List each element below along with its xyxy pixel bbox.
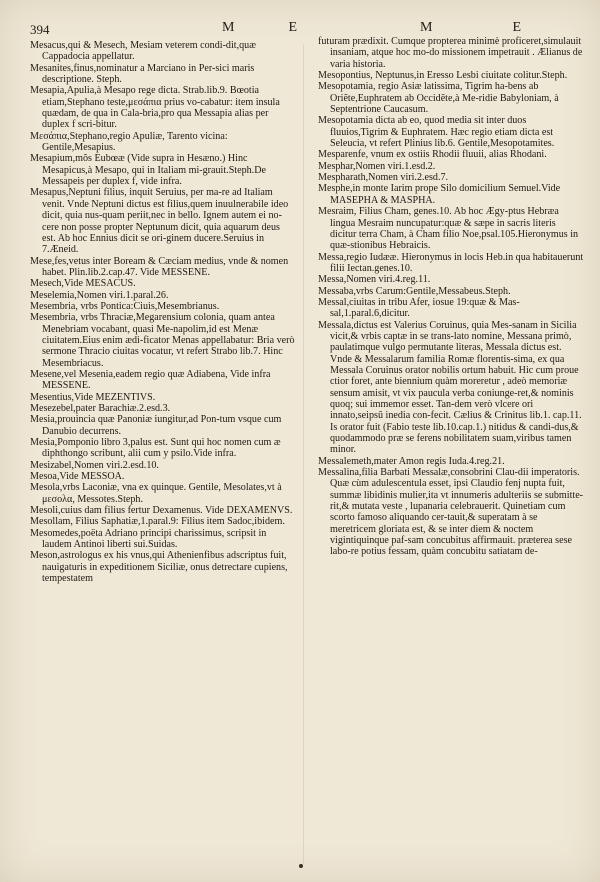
- dictionary-entry: Mesomedes,poëta Adriano principi charissimus, scripsit in laudem Antinoi liberti sui.Suidas.: [30, 527, 267, 551]
- dictionary-column-left: [30, 40, 296, 585]
- dictionary-entry: Mesech,Vide MESACUS.: [30, 278, 136, 290]
- dictionary-entry: Mesapium,mõs Eubœæ (Vide supra in Hesæno.) Hinc Mesapicus,à Mesapo, qui in Italiam mi-grauit.Steph.De Messapeis per duplex f, vide infra.: [30, 153, 266, 188]
- dictionary-entry: Mesollam, Filius Saphatiæ,1.paral.9: Filius item Sadoc,ibidem.: [30, 516, 285, 528]
- dictionary-entry: Mesizabel,Nomen viri.2.esd.10.: [30, 459, 159, 471]
- dictionary-entry: Mesezebel,pater Barachiæ.2.esd.3.: [30, 403, 171, 414]
- dictionary-entry: Meselemia,Nomen viri.1.paral.26.: [30, 289, 169, 301]
- dictionary-entry: Messalina,filia Barbati Messalæ,consobrini Clau-dii imperatoris. Quæ cùm adulescentula esset, ipsi Claudio fenj nupta fuit, summæ libidinis mulier,ita vt innumeris adulteriis se submitte-rit,& mutata veste , lupanaria celebrauerit. Quinetiam cum scorto famoso aliquando cer-tauit,& superatam à se meretricem gloriata est, & se inter diem & noctem vigintiquinque paf-sam concubitus affirmauit. præterea sese labo-re potius fessam, quàm concubitu satiatam de-: [318, 467, 584, 558]
- dictionary-entry: Mesparenfe, vnum ex ostiis Rhodii fluuii, alias Rhodani.: [318, 149, 547, 161]
- dictionary-entry: Mesoa,Vide MESSOA.: [30, 471, 125, 483]
- dictionary-entry: Messal,ciuitas in tribu Afer, iosue 19:quæ & Mas-sal,1.paral.6,dicitur.: [318, 296, 520, 320]
- dictionary-entry: Messaba,vrbs Carum:Gentile,Messabeus.Steph.: [318, 285, 511, 297]
- running-header-right: [420, 20, 523, 36]
- dictionary-entry: Mesphar,Nomen viri.1.esd.2.: [318, 160, 436, 172]
- dictionary-entry: Mesopotamia, regio Asiæ latissima, Tigrim ha-bens ab Oriẽte,Euphratem ab Occidẽte,à Me-ridie Babyloniam, à Septentrione Caucasum.: [318, 81, 559, 116]
- dictionary-entry: Mesraim, Filius Cham, genes.10. Ab hoc Ægy-ptus Hebræa lingua Mesraim nuncupatur:quæ & sæpe in sacris literis dicitur terra Cham, à Cham filio Noe,psal.105.Hieronymus in quæ-stionibus Hebraicis.: [318, 206, 579, 252]
- dictionary-entry: Mesene,vel Mesenia,eadem regio quæ Adiabena, Vide infra MESSENE.: [30, 368, 271, 392]
- dictionary-entry: Mesopotamia dicta ab eo, quod media sit inter duos fluuios,Tigrim & Euphratem. Hæc regio etiam dicta est Seleucia, vt refert Plinius lib.6. Gentile,Mesopotamites.: [318, 115, 555, 150]
- dictionary-entry: Mese,fes,vetus inter Boream & Cæciam medius, vnde & nomen habet. Plin.lib.2.cap.47. Vide MESSENE.: [30, 255, 289, 278]
- dictionary-entry: Mesola,vrbs Laconiæ, vna ex quinque. Gentile, Mesolates,vt à μεσολα, Messotes.Steph.: [30, 482, 282, 505]
- dictionary-entry: Mesembria, vrbs Pontica:Ciuis,Mesembrianus.: [30, 300, 220, 312]
- dictionary-entry: Mespharath,Nomen viri.2.esd.7.: [318, 172, 449, 184]
- dictionary-entry: Mesopontius, Neptunus,in Eresso Lesbi ciuitate colitur.Steph.: [318, 70, 568, 82]
- dictionary-entry: Mesphe,in monte Iarim prope Silo domicilium Semuel.Vide MASEPHA & MASPHA.: [318, 183, 561, 206]
- page-number: 394: [30, 22, 50, 37]
- header-letter: E: [512, 20, 524, 35]
- running-header-left: [222, 20, 299, 36]
- dictionary-entry: Mesapia,Apulia,à Mesapo rege dicta. Strab.lib.9. Bœotia etiam,Stephano teste,μεσάπια prius vo-cabatur: item insula quædam, de qua in Cala-bria,pro qua Messapia alias per duplex f scri-bitur.: [30, 85, 280, 131]
- column-gutter: [303, 44, 304, 864]
- bottom-ornament: [299, 864, 303, 868]
- dictionary-entry: Μεσάπια,Stephano,regio Apuliæ, Tarento vicina: Gentile,Mesapius.: [30, 130, 228, 154]
- header-letter: E: [288, 20, 300, 35]
- dictionary-entry: Mesacus,qui & Mesech, Mesiam veterem condi-dit,quæ Cappadocia appellatur.: [30, 40, 256, 63]
- header-letter: M: [420, 20, 435, 35]
- dictionary-entry: Mesentius,Vide MEZENTIVS.: [30, 391, 156, 403]
- dictionary-entry: Mesia,prouincia quæ Panoniæ iungitur,ad Pon-tum vsque cum Danubio decurrens.: [30, 414, 282, 437]
- dictionary-entry: Mesapus,Neptuni filius, inquit Seruius, per ma-re ad Italiam venit. Vnde Neptuni dictus est filius,quem inuulnerabile ideo dicit, quia nus-quam periit,nec in bello. Ignem autem ei no-cere non posse propter Neptunum dicit, quia aquarum deus est. Ab hoc Ennius dicit se ori-ginem ducere.Seruius in 7.Æneid.: [30, 187, 289, 256]
- dictionary-entry: Mesembria, vrbs Thraciæ,Megarensium colonia, quam antea Menebriam vocabant, quasi Me-napolim,id est Menæ ciuitatem.Eius enim ædi-ficator Menas appellabatur: Bria verò sermone Thracio ciuitas vocatur, vt refert Strabo lib.7. Hinc Mesembriacus.: [30, 312, 295, 369]
- dictionary-column-right: [318, 36, 584, 558]
- dictionary-entry: Messa,Nomen viri.4.reg.11.: [318, 274, 431, 286]
- dictionary-entry: Messala,dictus est Valerius Coruinus, quia Mes-sanam in Sicilia vicit,& vrbis captæ in se trans-lato nomine, Messana primò, paulatimque vulgo permutante literas, Messala dictus est. Vnde & Messalarum familia Romæ florentis-sima, ex qua Messala Coruinus orator nobilis ortum habuit. Hic cum proue ctior foret, ante biennium quàm moreretur , adeò memoriæ sensum amisit, vt vix paucula verba coniunge-ret,& nominis quoq; sui immemor esset. Tan-dem verò vlcere ori innato,seipsũ inedia con-fecit. Cælius & Crinitus lib.1. cap.11. Is orator fuit (Fabio teste lib.10.cap.1.) nitidus & candi-dus,& quodammodo præ se ferens nobilitatem suam,viribus tamen minor.: [318, 319, 582, 456]
- dictionary-entry: Mesoli,cuius dam filius fertur Dexamenus. Vide DEXAMENVS.: [30, 505, 293, 517]
- header-letter: M: [222, 20, 237, 35]
- dictionary-entry: Messalemeth,mater Amon regis Iuda.4.reg.21.: [318, 455, 505, 467]
- dictionary-entry: Mesanites,finus,nominatur a Marciano in Per-sici maris descriptione. Steph.: [30, 62, 255, 86]
- dictionary-entry: Meson,astrologus ex his vnus,qui Athenienfibus adscriptus fuit, nauigaturis in expeditionem Siciliæ, onus detrectare cupiens, tempestatem: [30, 550, 288, 585]
- dictionary-entry: futuram prædixit. Cumque propterea minimè proficeret,simulauit insaniam, atque hoc mo-do missionem impetrauit . Ælianus de varia historia.: [318, 36, 583, 70]
- dictionary-entry: Messa,regio Iudææ. Hieronymus in locis Heb.in qua habitauerunt filii Iectan.genes.10.: [318, 251, 584, 274]
- dictionary-entry: Mesia,Pomponio libro 3,palus est. Sunt qui hoc nomen cum æ diphthongo scribunt, alii cum y psilo.Vide infra.: [30, 437, 281, 460]
